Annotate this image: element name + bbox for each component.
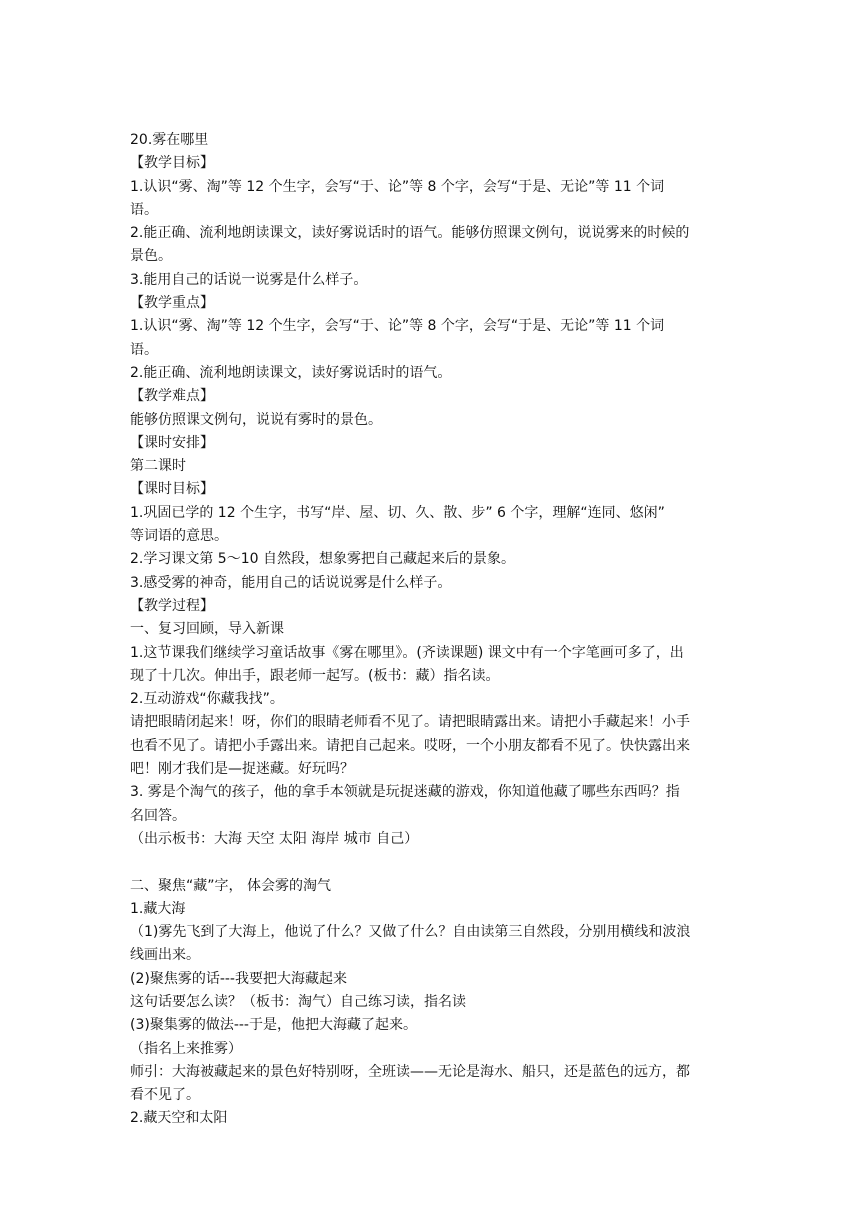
text-line: 看不见了。 xyxy=(130,1087,200,1104)
section-heading: 【教学过程】 xyxy=(130,597,214,614)
text-line: (3)聚集雾的做法---于是，他把大海藏了起来。 xyxy=(130,1017,417,1034)
text-line: 1.藏大海 xyxy=(130,900,186,917)
text-line: 等词语的意思。 xyxy=(130,528,228,545)
subsection-heading: 一、复习回顾，导入新课 xyxy=(130,621,284,638)
text-line: （出示板书：大海 天空 太阳 海岸 城市 自己） xyxy=(130,830,419,847)
text-line: 1.认识“雾、淘”等 12 个生字，会写“于、论”等 8 个字，会写“于是、无论”等 11 个词 xyxy=(130,178,665,195)
blank-line xyxy=(130,851,732,874)
text-line: 吧！刚才我们是—捉迷藏。好玩吗？ xyxy=(130,761,354,778)
text-line: 2.能正确、流利地朗读课文，读好雾说话时的语气。能够仿照课文例句，说说雾来的时候的 xyxy=(130,225,690,242)
section-heading: 【教学目标】 xyxy=(130,155,214,172)
text-line: 3.能用自己的话说一说雾是什么样子。 xyxy=(130,271,368,288)
text-line: （1)雾先飞到了大海上，他说了什么？又做了什么？自由读第三自然段，分别用横线和波浪 xyxy=(130,924,691,941)
text-line: 现了十几次。伸出手，跟老师一起写。(板书：藏）指名读。 xyxy=(130,667,500,684)
text-line: 能够仿照课文例句，说说有雾时的景色。 xyxy=(130,411,382,428)
text-line: 第二课时 xyxy=(130,458,186,475)
text-line: (2)聚焦雾的话---我要把大海藏起来 xyxy=(130,970,347,987)
text-line: 2.能正确、流利地朗读课文，读好雾说话时的语气。 xyxy=(130,364,452,381)
text-line: 语。 xyxy=(130,201,158,218)
text-line: 2.互动游戏“你藏我找”。 xyxy=(130,691,284,708)
text-line: 师引：大海被藏起来的景色好特别呀，全班读——无论是海水、船只，还是蓝色的远方，都 xyxy=(130,1063,690,1080)
text-line: 名回答。 xyxy=(130,807,186,824)
section-heading: 【教学重点】 xyxy=(130,295,214,312)
text-line: 2.学习课文第 5～10 自然段，想象雾把自己藏起来后的景象。 xyxy=(130,551,515,568)
text-line: 2.藏天空和太阳 xyxy=(130,1110,228,1127)
text-line: 1.巩固已学的 12 个生字，书写“岸、屋、切、久、散、步” 6 个字，理解“连同、悠闲” xyxy=(130,504,665,521)
lesson-title: 20.雾在哪里 xyxy=(130,132,209,148)
section-heading: 【课时目标】 xyxy=(130,481,214,498)
text-line: 景色。 xyxy=(130,248,172,265)
text-line: 3. 雾是个淘气的孩子，他的拿手本领就是玩捉迷藏的游戏，你知道他藏了哪些东西吗？指 xyxy=(130,784,680,801)
text-line: 请把眼睛闭起来！呀，你们的眼睛老师看不见了。请把眼睛露出来。请把小手藏起来！小手 xyxy=(130,714,690,731)
section-heading: 【课时安排】 xyxy=(130,434,214,451)
text-line: 1.认识“雾、淘”等 12 个生字，会写“于、论”等 8 个字，会写“于是、无论”等 11 个词 xyxy=(130,318,665,335)
section-heading: 【教学难点】 xyxy=(130,388,214,405)
document-body xyxy=(130,129,732,1131)
subsection-heading: 二、聚焦“藏”字， 体会雾的淘气 xyxy=(130,877,331,894)
text-line: 3.感受雾的神奇，能用自己的话说说雾是什么样子。 xyxy=(130,574,452,591)
text-line: 这句话要怎么读？（板书：淘气）自己练习读，指名读 xyxy=(130,993,466,1010)
text-line: 线画出来。 xyxy=(130,947,200,964)
text-line: 也看不见了。请把小手露出来。请把自己起来。哎呀，一个小朋友都看不见了。快快露出来 xyxy=(130,737,690,754)
text-line: 语。 xyxy=(130,341,158,358)
text-line: 1.这节课我们继续学习童话故事《雾在哪里》。(齐读课题) 课文中有一个字笔画可多了，出 xyxy=(130,644,684,661)
text-line: （指名上来推雾） xyxy=(130,1040,242,1057)
